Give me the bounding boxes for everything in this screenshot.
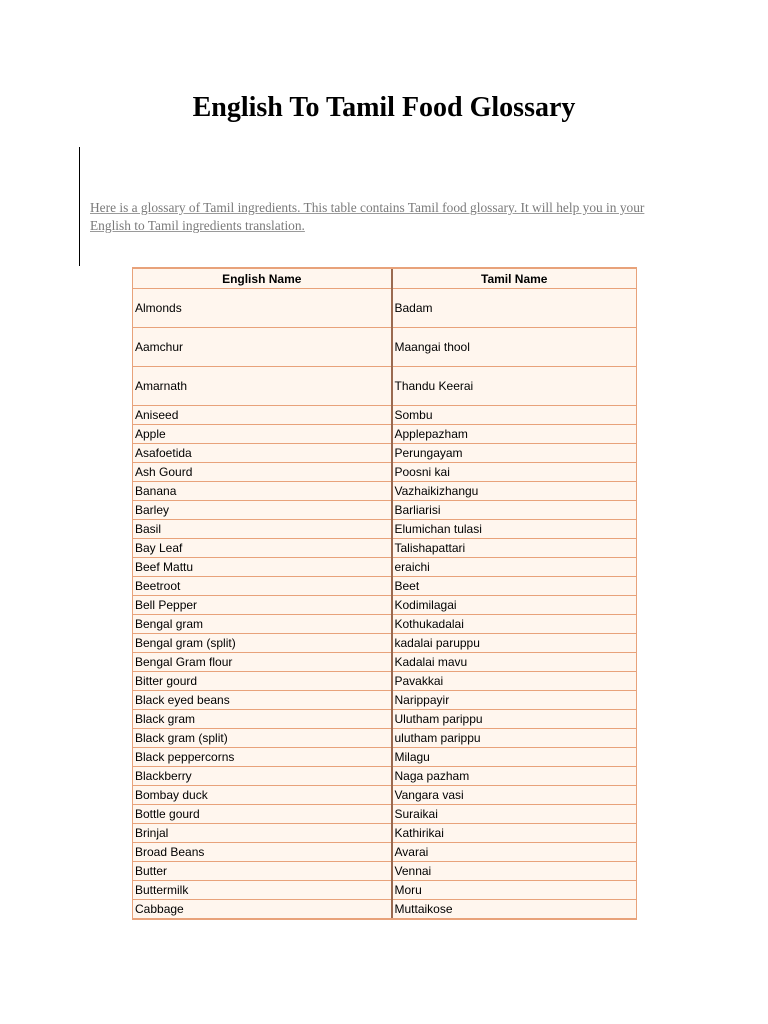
table-row (133, 328, 637, 367)
tamil-name-cell: Naga pazham (392, 767, 637, 786)
table-row (133, 862, 637, 881)
english-name-cell: Asafoetida (133, 444, 392, 463)
table-row (133, 425, 637, 444)
tamil-name-cell: Moru (392, 881, 637, 900)
english-name-cell: Bengal gram (split) (133, 634, 392, 653)
english-name-cell: Bitter gourd (133, 672, 392, 691)
english-name-cell: Banana (133, 482, 392, 501)
table-row (133, 520, 637, 539)
english-name-cell: Cabbage (133, 900, 392, 920)
tamil-name-cell: Kathirikai (392, 824, 637, 843)
english-name-cell: Bengal gram (133, 615, 392, 634)
tamil-name-cell: Vangara vasi (392, 786, 637, 805)
table-row (133, 558, 637, 577)
english-name-cell: Black gram (split) (133, 729, 392, 748)
header-english-name: English Name (133, 268, 392, 289)
tamil-name-cell: Perungayam (392, 444, 637, 463)
intro-link[interactable]: Here is a glossary of Tamil ingredients. This table contains Tamil food glossary. It will help you in your English to Tamil ingredients translation. (90, 200, 645, 233)
english-name-cell: Basil (133, 520, 392, 539)
table-row (133, 596, 637, 615)
tamil-name-cell: Elumichan tulasi (392, 520, 637, 539)
english-name-cell: Beetroot (133, 577, 392, 596)
english-name-cell: Blackberry (133, 767, 392, 786)
tamil-name-cell: Kadalai mavu (392, 653, 637, 672)
tamil-name-cell: Talishapattari (392, 539, 637, 558)
tamil-name-cell: Vennai (392, 862, 637, 881)
table-row (133, 710, 637, 729)
tamil-name-cell: ulutham parippu (392, 729, 637, 748)
table-row (133, 482, 637, 501)
english-name-cell: Brinjal (133, 824, 392, 843)
table-row (133, 672, 637, 691)
tamil-name-cell: Muttaikose (392, 900, 637, 920)
english-name-cell: Aamchur (133, 328, 392, 367)
glossary-body (133, 289, 637, 920)
tamil-name-cell: Thandu Keerai (392, 367, 637, 406)
tamil-name-cell: Barliarisi (392, 501, 637, 520)
english-name-cell: Black gram (133, 710, 392, 729)
header-tamil-name: Tamil Name (392, 268, 637, 289)
table-row (133, 767, 637, 786)
tamil-name-cell: Milagu (392, 748, 637, 767)
table-row (133, 900, 637, 920)
table-row (133, 653, 637, 672)
english-name-cell: Beef Mattu (133, 558, 392, 577)
english-name-cell: Bottle gourd (133, 805, 392, 824)
page-title: English To Tamil Food Glossary (192, 92, 576, 123)
tamil-name-cell: Kothukadalai (392, 615, 637, 634)
tamil-name-cell: Poosni kai (392, 463, 637, 482)
table-row (133, 444, 637, 463)
english-name-cell: Bengal Gram flour (133, 653, 392, 672)
tamil-name-cell: Vazhaikizhangu (392, 482, 637, 501)
tamil-name-cell: Pavakkai (392, 672, 637, 691)
table-row (133, 691, 637, 710)
tamil-name-cell: Badam (392, 289, 637, 328)
english-name-cell: Barley (133, 501, 392, 520)
english-name-cell: Black eyed beans (133, 691, 392, 710)
table-row (133, 367, 637, 406)
tamil-name-cell: Maangai thool (392, 328, 637, 367)
english-name-cell: Black peppercorns (133, 748, 392, 767)
english-name-cell: Aniseed (133, 406, 392, 425)
english-name-cell: Butter (133, 862, 392, 881)
table-row (133, 406, 637, 425)
tamil-name-cell: Sombu (392, 406, 637, 425)
left-margin-rule (79, 147, 80, 266)
table-row (133, 539, 637, 558)
tamil-name-cell: eraichi (392, 558, 637, 577)
table-row (133, 615, 637, 634)
tamil-name-cell: Avarai (392, 843, 637, 862)
english-name-cell: Bombay duck (133, 786, 392, 805)
english-name-cell: Broad Beans (133, 843, 392, 862)
tamil-name-cell: Narippayir (392, 691, 637, 710)
table-row (133, 577, 637, 596)
table-row (133, 501, 637, 520)
glossary-table (132, 267, 637, 920)
english-name-cell: Ash Gourd (133, 463, 392, 482)
tamil-name-cell: Applepazham (392, 425, 637, 444)
table-row (133, 729, 637, 748)
table-row (133, 805, 637, 824)
tamil-name-cell: Suraikai (392, 805, 637, 824)
table-row (133, 463, 637, 482)
english-name-cell: Bay Leaf (133, 539, 392, 558)
table-row (133, 843, 637, 862)
table-row (133, 748, 637, 767)
table-row (133, 289, 637, 328)
tamil-name-cell: Beet (392, 577, 637, 596)
english-name-cell: Almonds (133, 289, 392, 328)
english-name-cell: Buttermilk (133, 881, 392, 900)
table-row (133, 786, 637, 805)
table-header-row (133, 268, 637, 289)
tamil-name-cell: Ulutham parippu (392, 710, 637, 729)
english-name-cell: Amarnath (133, 367, 392, 406)
english-name-cell: Bell Pepper (133, 596, 392, 615)
table-row (133, 824, 637, 843)
english-name-cell: Apple (133, 425, 392, 444)
table-row (133, 881, 637, 900)
tamil-name-cell: kadalai paruppu (392, 634, 637, 653)
tamil-name-cell: Kodimilagai (392, 596, 637, 615)
table-row (133, 634, 637, 653)
